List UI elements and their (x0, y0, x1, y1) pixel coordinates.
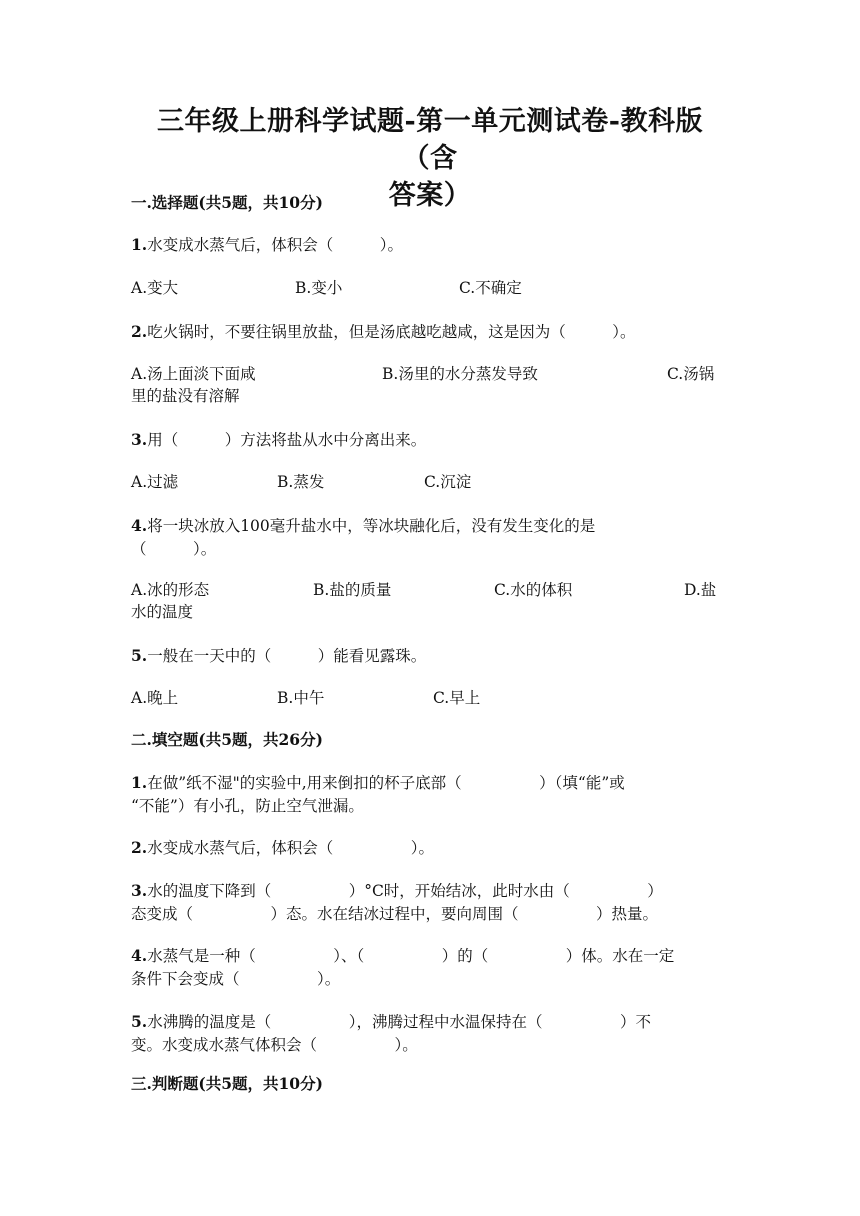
question-number: 3. (131, 881, 148, 900)
question-number: 4. (131, 946, 148, 965)
option-wrap-text: 里的盐没有溶解 (131, 387, 240, 405)
option-a: A.汤上面淡下面咸 (131, 365, 256, 383)
option-d: D.盐 (684, 581, 717, 599)
option-c: C.早上 (433, 689, 481, 707)
question-body-cont: 变。水变成水蒸气体积会（ ）。 (131, 1036, 418, 1054)
question-body: 在做”纸不湿"的实验中,用来倒扣的杯子底部（ ）（填“能”或 (147, 774, 625, 792)
option-wrap-text: 水的温度 (131, 603, 194, 621)
question-text (131, 836, 731, 860)
option-c: C.沉淀 (424, 473, 472, 491)
question-number: 1. (131, 773, 148, 792)
option-b: B.中午 (277, 689, 325, 707)
question-number: 1. (131, 235, 148, 254)
option-c: C.水的体积 (494, 581, 573, 599)
question-body: 用（ ）方法将盐从水中分离出来。 (147, 431, 427, 449)
option-c: C.不确定 (459, 279, 522, 297)
question-text (131, 771, 731, 818)
option-a: A.晚上 (131, 689, 179, 707)
option-a: A.过滤 (131, 473, 179, 491)
section-heading-choice: 一.选择题(共5题，共10分) (131, 193, 323, 212)
question-number: 4. (131, 516, 148, 535)
exam-title-line2: 答案） (388, 180, 472, 211)
question-body: 水变成水蒸气后，体积会（ ）。 (147, 236, 403, 254)
option-b: B.盐的质量 (313, 581, 392, 599)
section-heading-fill: 二.填空题(共5题，共26分) (131, 730, 323, 749)
option-b: B.蒸发 (277, 473, 325, 491)
question-body-cont: （ ）。 (131, 540, 217, 558)
question-number: 2. (131, 838, 148, 857)
question-number: 5. (131, 1012, 148, 1031)
question-text (131, 879, 731, 926)
question-number: 2. (131, 322, 148, 341)
question-text (131, 428, 731, 452)
question-body: 水的温度下降到（ ）°C时，开始结冰，此时水由（ ） (147, 882, 663, 900)
question-text (131, 1010, 731, 1057)
question-number: 3. (131, 430, 148, 449)
exam-title-line1: 三年级上册科学试题-第一单元测试卷-教科版（含 (157, 106, 703, 174)
section-heading-judge: 三.判断题(共5题，共10分) (131, 1074, 323, 1093)
option-a: A.冰的形态 (131, 581, 210, 599)
question-body-cont: 条件下会变成（ ）。 (131, 970, 341, 988)
question-body: 水蒸气是一种（ ）、（ ）的（ ）体。水在一定 (147, 947, 675, 965)
option-c: C.汤锅 (667, 365, 715, 383)
question-body-cont: “不能”）有小孔，防止空气泄漏。 (131, 797, 364, 815)
question-body: 吃火锅时，不要往锅里放盐，但是汤底越吃越咸，这是因为（ ）。 (147, 323, 636, 341)
option-b: B.汤里的水分蒸发导致 (382, 365, 538, 383)
question-text (131, 644, 731, 668)
question-body-cont: 态变成（ ）态。水在结冰过程中，要向周围（ ）热量。 (131, 905, 659, 923)
question-text (131, 944, 731, 991)
question-text (131, 514, 731, 561)
option-b: B.变小 (295, 279, 343, 297)
question-text (131, 233, 731, 257)
question-body: 水变成水蒸气后，体积会（ ）。 (147, 839, 434, 857)
question-number: 5. (131, 646, 148, 665)
question-text (131, 320, 731, 344)
question-body: 将一块冰放入100毫升盐水中，等冰块融化后，没有发生变化的是 (147, 517, 596, 535)
question-body: 一般在一天中的（ ）能看见露珠。 (147, 647, 427, 665)
question-body: 水沸腾的温度是（ ），沸腾过程中水温保持在（ ）不 (147, 1013, 651, 1031)
option-a: A.变大 (131, 279, 179, 297)
